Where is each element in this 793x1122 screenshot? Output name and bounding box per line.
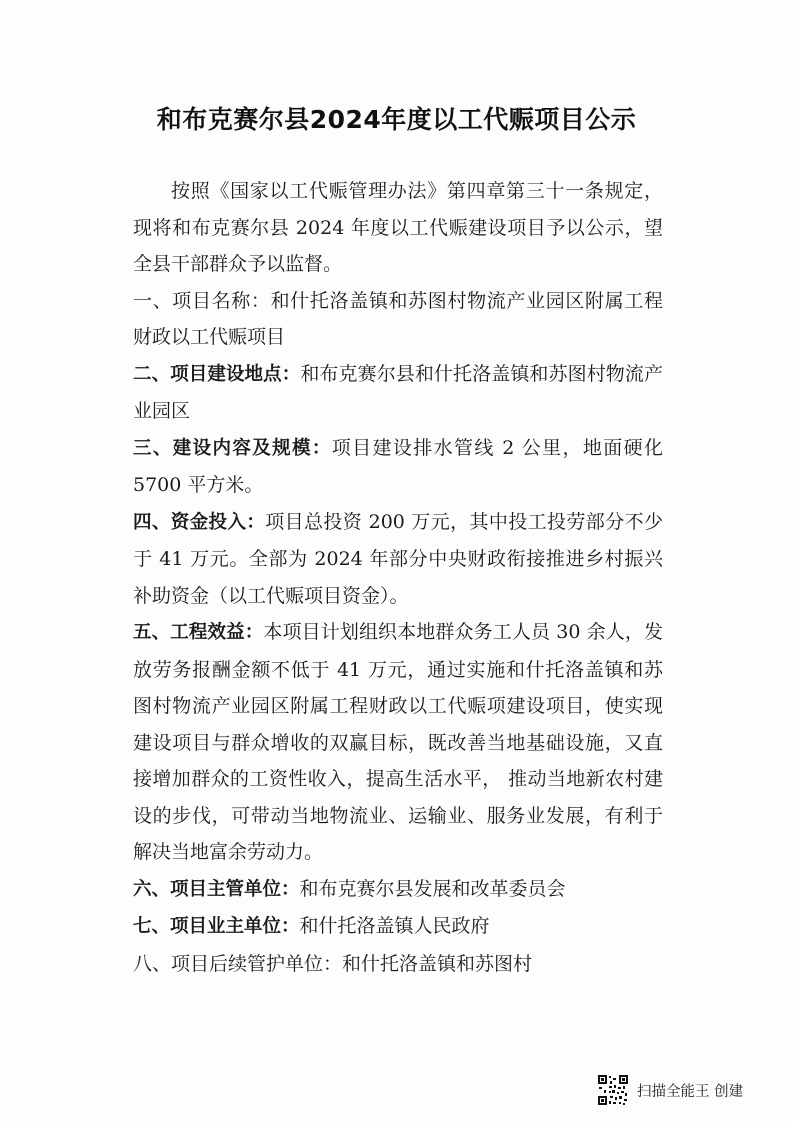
section-maintenance xyxy=(133,946,663,983)
section-content: 和布克赛尔县和什托洛盖镇和苏图村物流产业园区 xyxy=(133,362,663,422)
section-content: 项目总投资 200 万元，其中投工投劳部分不少于 41 万元。全部为 2024 年部分中央财政衔接推进乡村振兴补助资金（以工代赈项目资金）。 xyxy=(133,510,663,607)
section-heading: 二、项目建设地点： xyxy=(133,363,301,385)
section-content: 本项目计划组织本地群众务工人员 30 余人，发放劳务报酬金额不低于 41 万元，通过实施和什托洛盖镇和苏图村物流产业园区附属工程财政以工代赈项建设项目，使实现建设项目与群众增收的双赢目标，既改善当地基础设施，又直接增加群众的工资性收入，提高生活水平， 推动当地新农村建设的步伐，可带动当地物流业、运输业、服务业发展，有利于解决当地富余劳动力。 xyxy=(133,621,663,863)
scanner-watermark xyxy=(597,1072,743,1108)
section-content: 和什托洛盖镇人民政府 xyxy=(299,915,490,937)
section-scope xyxy=(133,430,663,504)
section-heading: 七、项目业主单位： xyxy=(133,916,300,937)
section-project-name xyxy=(133,283,663,356)
section-heading: 八、项目后续管护单位： xyxy=(133,952,343,975)
document-title: 和布克赛尔县2024年度以工代赈项目公示 xyxy=(156,105,637,134)
document-body xyxy=(133,173,663,982)
section-authority xyxy=(133,871,663,909)
intro-paragraph: 按照《国家以工代赈管理办法》第四章第三十一条规定，现将和布克赛尔县 2024 年度以工代赈建设项目予以公示，望全县干部群众予以监督。 xyxy=(133,180,663,275)
section-content: 和布克赛尔县发展和改革委员会 xyxy=(299,877,566,900)
section-heading: 五、工程效益： xyxy=(133,622,264,643)
section-content: 和什托洛盖镇和苏图村物流产业园区附属工程财政以工代赈项目 xyxy=(133,289,663,348)
section-heading: 三、建设内容及规模： xyxy=(133,437,332,459)
section-owner xyxy=(133,908,663,946)
qr-code-icon xyxy=(597,1074,629,1106)
section-heading: 六、项目主管单位： xyxy=(133,878,300,900)
section-heading: 四、资金投入： xyxy=(133,511,266,533)
section-funding xyxy=(133,504,663,615)
section-content: 和什托洛盖镇和苏图村 xyxy=(342,952,533,975)
section-benefits xyxy=(133,614,663,871)
section-content: 项目建设排水管线 2 公里，地面硬化 5700 平方米。 xyxy=(133,436,663,496)
section-location xyxy=(133,356,663,430)
section-heading: 一、项目名称： xyxy=(133,289,271,312)
scanner-label: 扫描全能王 创建 xyxy=(637,1083,744,1100)
